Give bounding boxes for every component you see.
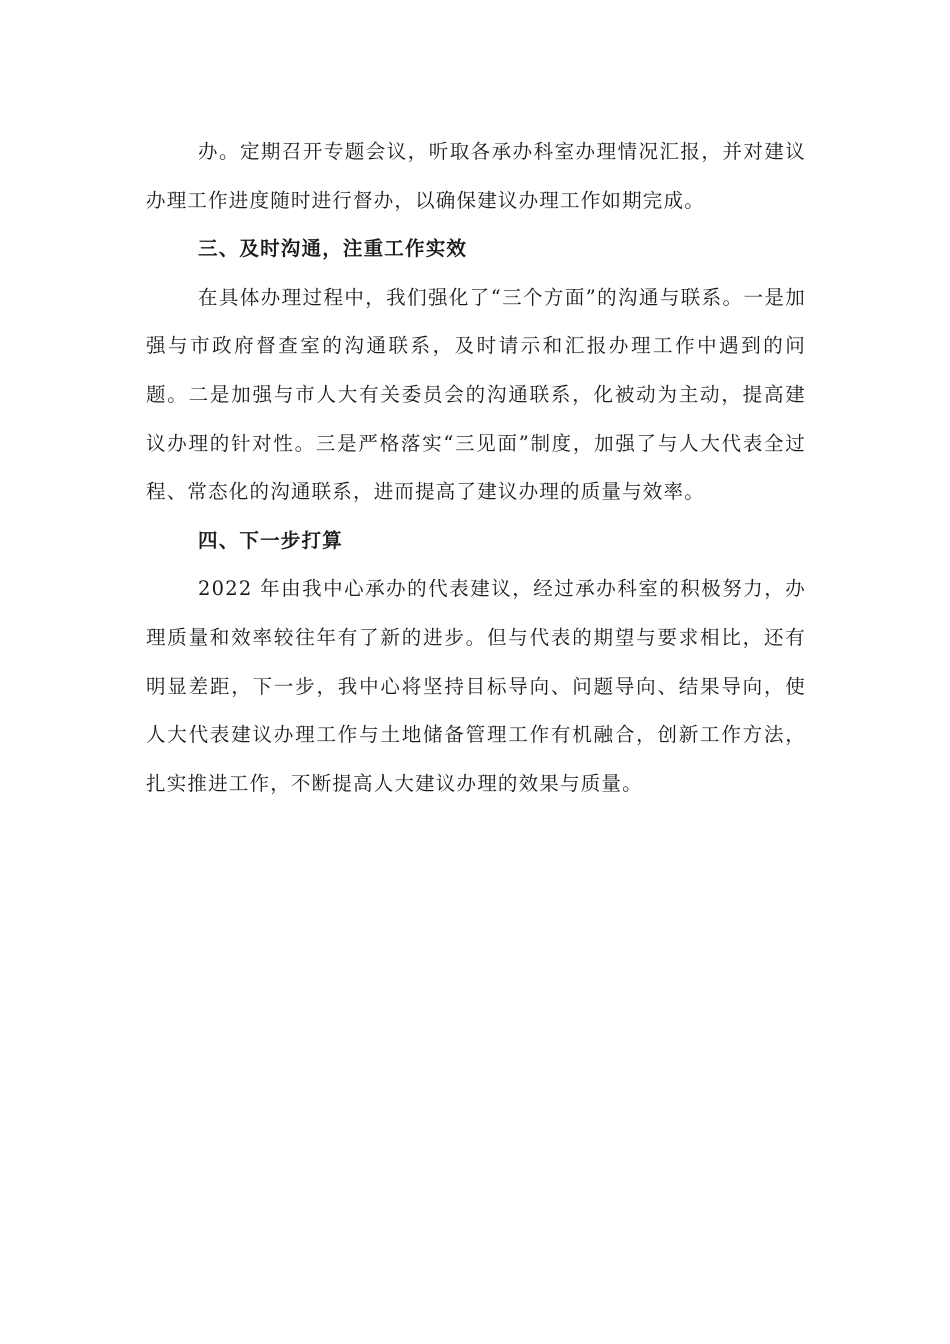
section-heading-next-steps: 四、下一步打算 (198, 528, 343, 552)
paragraph-supervision: 办。定期召开专题会议，听取各承办科室办理情况汇报，并对建议办理工作进度随时进行督办，以确保建议办理工作如期完成。 (146, 140, 806, 212)
section-heading-communication: 三、及时沟通，注重工作实效 (198, 237, 468, 261)
paragraph-communication: 在具体办理过程中，我们强化了“三个方面”的沟通与联系。一是加强与市政府督查室的沟通联系，及时请示和汇报办理工作中遇到的问题。二是加强与市人大有关委员会的沟通联系，化被动为主动，提高建议办理的针对性。三是严格落实“三见面”制度，加强了与人大代表全过程、常态化的沟通联系，进而提高了建议办理的质量与效率。 (146, 285, 806, 504)
document-body (146, 128, 806, 808)
paragraph-next-steps: 2022 年由我中心承办的代表建议，经过承办科室的积极努力，办理质量和效率较往年有了新的进步。但与代表的期望与要求相比，还有明显差距，下一步，我中心将坚持目标导向、问题导向、结果导向，使人大代表建议办理工作与土地储备管理工作有机融合，创新工作方法，扎实推进工作，不断提高人大建议办理的效果与质量。 (146, 577, 806, 795)
